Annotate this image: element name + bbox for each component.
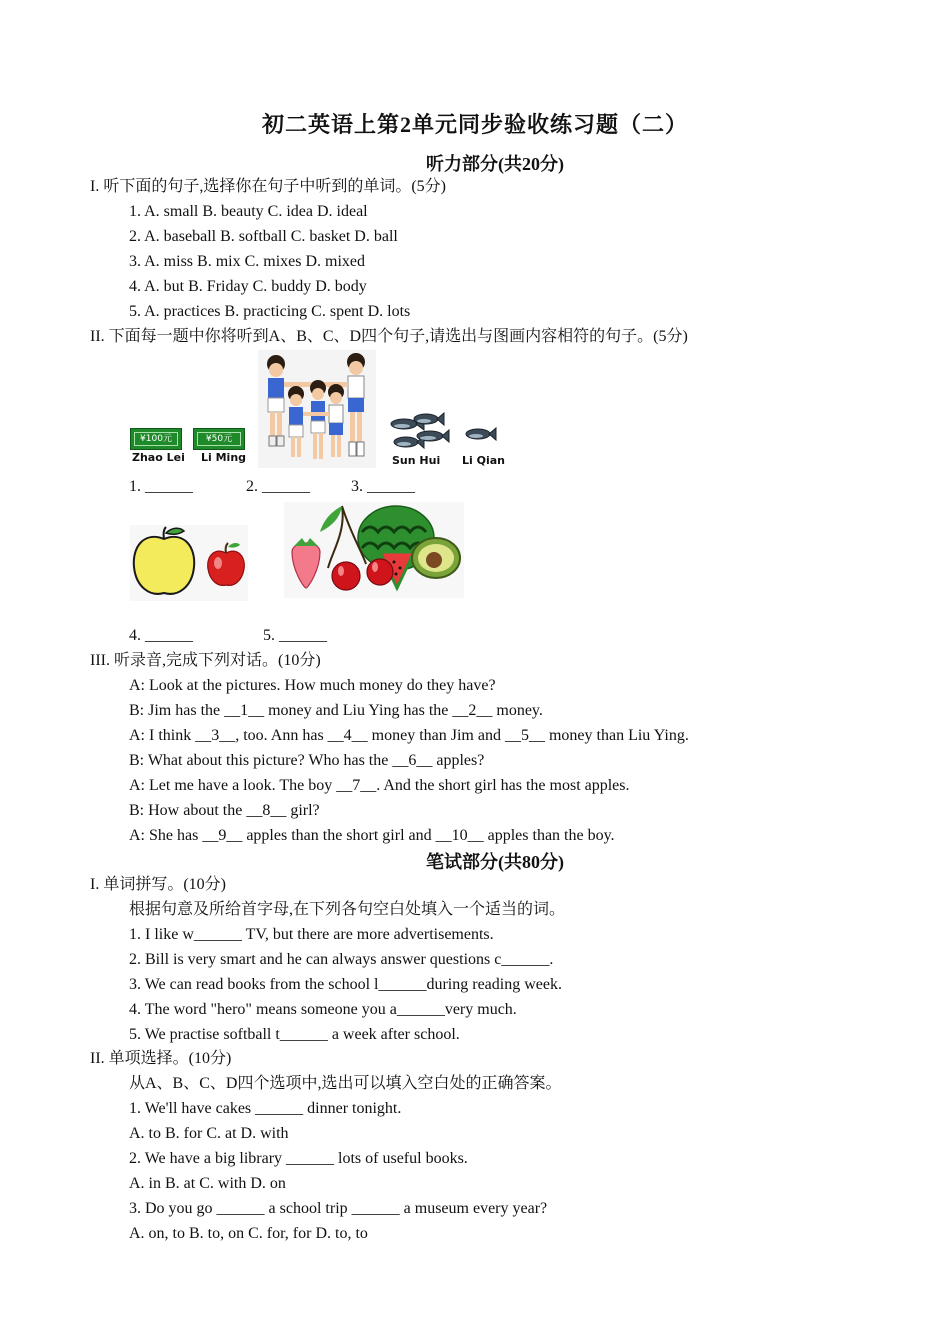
list-item: A. in B. at C. with D. on: [129, 1175, 286, 1192]
answer-blank[interactable]: 5. ______: [263, 627, 327, 644]
money-bills-image: [130, 428, 250, 468]
list-item: 4. The word "hero" means someone you a______very much.: [129, 1001, 517, 1018]
writing-part2-instruction: II. 单项选择。(10分): [90, 1050, 232, 1067]
dialogue-line: A: Look at the pictures. How much money do they have?: [129, 677, 496, 694]
answer-blank[interactable]: 4. ______: [129, 627, 193, 644]
name-label: Li Qian: [462, 454, 505, 467]
list-item: 2. We have a big library ______ lots of useful books.: [129, 1150, 468, 1167]
list-item: A. on, to B. to, on C. for, for D. to, to: [129, 1225, 368, 1242]
writing-heading: 笔试部分(共80分): [426, 852, 564, 872]
writing-part1-instruction: I. 单词拼写。(10分): [90, 876, 226, 893]
list-item: 2. Bill is very smart and he can always answer questions c______.: [129, 951, 554, 968]
children-height-image: [258, 350, 376, 468]
list-item: 1. We'll have cakes ______ dinner tonight.: [129, 1100, 402, 1117]
list-item: 3. Do you go ______ a school trip ______ a museum every year?: [129, 1200, 548, 1217]
apples-image: [130, 525, 248, 601]
answer-blank[interactable]: 1. ______: [129, 478, 193, 495]
listening-part3-instruction: III. 听录音,完成下列对话。(10分): [90, 652, 321, 669]
answer-blank[interactable]: 3. ______: [351, 478, 415, 495]
list-item: 5. A. practices B. practicing C. spent D. lots: [129, 303, 411, 320]
list-item: 3. A. miss B. mix C. mixes D. mixed: [129, 253, 366, 270]
list-item: A. to B. for C. at D. with: [129, 1125, 289, 1142]
list-item: 2. A. baseball B. softball C. basket D. ball: [129, 228, 398, 245]
name-label: Sun Hui: [392, 454, 441, 467]
list-item: 1. A. small B. beauty C. idea D. ideal: [129, 203, 368, 220]
page-title: 初二英语上第2单元同步验收练习题（二）: [261, 112, 688, 137]
fruits-image: [284, 502, 464, 598]
listening-part1-instruction: I. 听下面的句子,选择你在句子中听到的单词。(5分): [90, 178, 446, 195]
dialogue-line: B: What about this picture? Who has the __6__ apples?: [129, 752, 485, 769]
name-label: Li Ming: [201, 451, 247, 464]
listening-part2-instruction: II. 下面每一题中你将听到A、B、C、D四个句子,请选出与图画内容相符的句子。(5分): [90, 328, 688, 345]
bill-100-icon: ¥100元: [130, 428, 182, 450]
name-label: Zhao Lei: [132, 451, 185, 464]
writing-part1-note: 根据句意及所给首字母,在下列各句空白处填入一个适当的词。: [129, 901, 566, 918]
dialogue-line: A: I think __3__, too. Ann has __4__ money than Jim and __5__ money than Liu Ying.: [129, 727, 689, 744]
list-item: 4. A. but B. Friday C. buddy D. body: [129, 278, 367, 295]
writing-part2-note: 从A、B、C、D四个选项中,选出可以填入空白处的正确答案。: [129, 1075, 562, 1092]
listening-heading: 听力部分(共20分): [426, 154, 564, 174]
dialogue-line: A: Let me have a look. The boy __7__. And the short girl has the most apples.: [129, 777, 630, 794]
dialogue-line: B: Jim has the __1__ money and Liu Ying has the __2__ money.: [129, 702, 543, 719]
list-item: 1. I like w______ TV, but there are more advertisements.: [129, 926, 494, 943]
list-item: 5. We practise softball t______ a week after school.: [129, 1026, 460, 1043]
dialogue-line: B: How about the __8__ girl?: [129, 802, 320, 819]
bill-50-icon: ¥50元: [193, 428, 245, 450]
answer-blank[interactable]: 2. ______: [246, 478, 310, 495]
list-item: 3. We can read books from the school l______during reading week.: [129, 976, 562, 993]
dialogue-line: A: She has __9__ apples than the short girl and __10__ apples than the boy.: [129, 827, 615, 844]
